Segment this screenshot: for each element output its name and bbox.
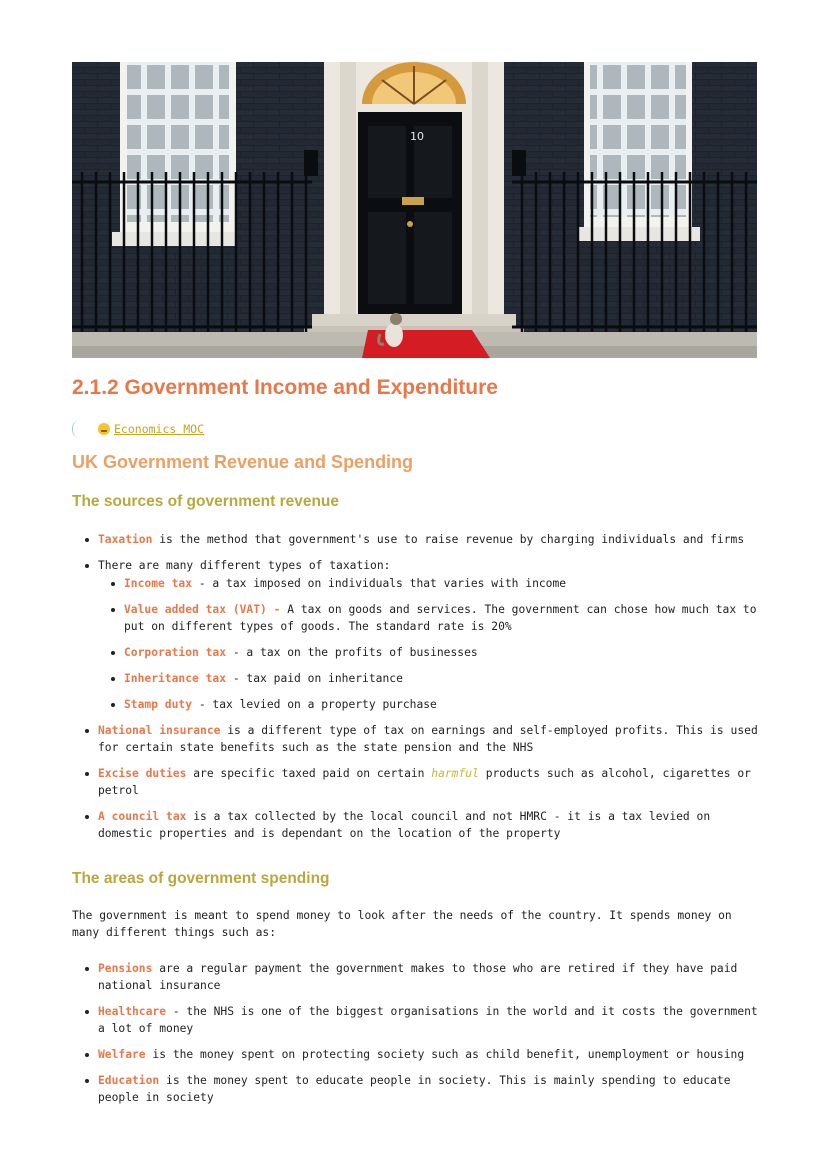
list-item: Value added tax (VAT) - A tax on goods and services. The government can chose how much tax to put on different types of goods. The standard rate is 20% [98, 601, 762, 635]
list-item: National insurance is a different type of tax on earnings and self-employed profits. This is used for certain state benefits such as the state pension and the NHS [72, 722, 762, 756]
list-item: Inheritance tax - tax paid on inheritance [98, 670, 762, 687]
list-item: Welfare is the money spent on protecting society such as child benefit, unemployment or housing [72, 1046, 762, 1063]
callout-border [72, 420, 80, 438]
tax-types-list [98, 575, 762, 713]
list-item: Income tax - a tax imposed on individuals that varies with income [98, 575, 762, 592]
revenue-list [72, 531, 762, 851]
highlight-word: harmful [431, 767, 479, 780]
term: Taxation [98, 533, 153, 546]
list-item: Education is the money spent to educate people in society. This is mainly spending to educate people in society [72, 1072, 762, 1106]
smiley-icon [98, 423, 110, 435]
list-item: A council tax is a tax collected by the local council and not HMRC - it is a tax levied on domestic properties and is dependant on the location of the property [72, 808, 762, 842]
list-item: Stamp duty - tax levied on a property purchase [98, 696, 762, 713]
list-item: Healthcare - the NHS is one of the biggest organisations in the world and it costs the government a lot of money [72, 1003, 762, 1037]
list-item: Excise duties are specific taxed paid on certain harmful products such as alcohol, cigarettes or petrol [72, 765, 762, 799]
list-item: Corporation tax - a tax on the profits of businesses [98, 644, 762, 661]
door-number: 10 [410, 130, 424, 143]
spending-heading: The areas of government spending [72, 870, 330, 887]
section-heading: UK Government Revenue and Spending [72, 452, 414, 472]
hero-image [72, 62, 757, 358]
revenue-heading: The sources of government revenue [72, 493, 340, 510]
list-item: Pensions are a regular payment the government makes to those who are retired if they have paid national insurance [72, 960, 762, 994]
list-item: There are many different types of taxation: Income tax - a tax imposed on individuals that varies with income Value added tax (VAT) - A tax on goods and services. The government can chose how much tax to put on different types of goods. The standard rate is 20% Corporation tax - a tax on the profits of businesses Inheritance tax - tax paid on inheritance Stamp duty - tax levied on a property purchase [72, 557, 762, 713]
spending-list [72, 960, 762, 1115]
economics-moc-link[interactable]: Economics MOC [114, 422, 205, 436]
list-item: Taxation is the method that government's use to raise revenue by charging individuals and firms [72, 531, 762, 548]
moc-callout [72, 419, 204, 439]
page-title: 2.1.2 Government Income and Expenditure [72, 376, 498, 399]
spending-intro: The government is meant to spend money to look after the needs of the country. It spends money on many different things such as: [72, 909, 732, 939]
